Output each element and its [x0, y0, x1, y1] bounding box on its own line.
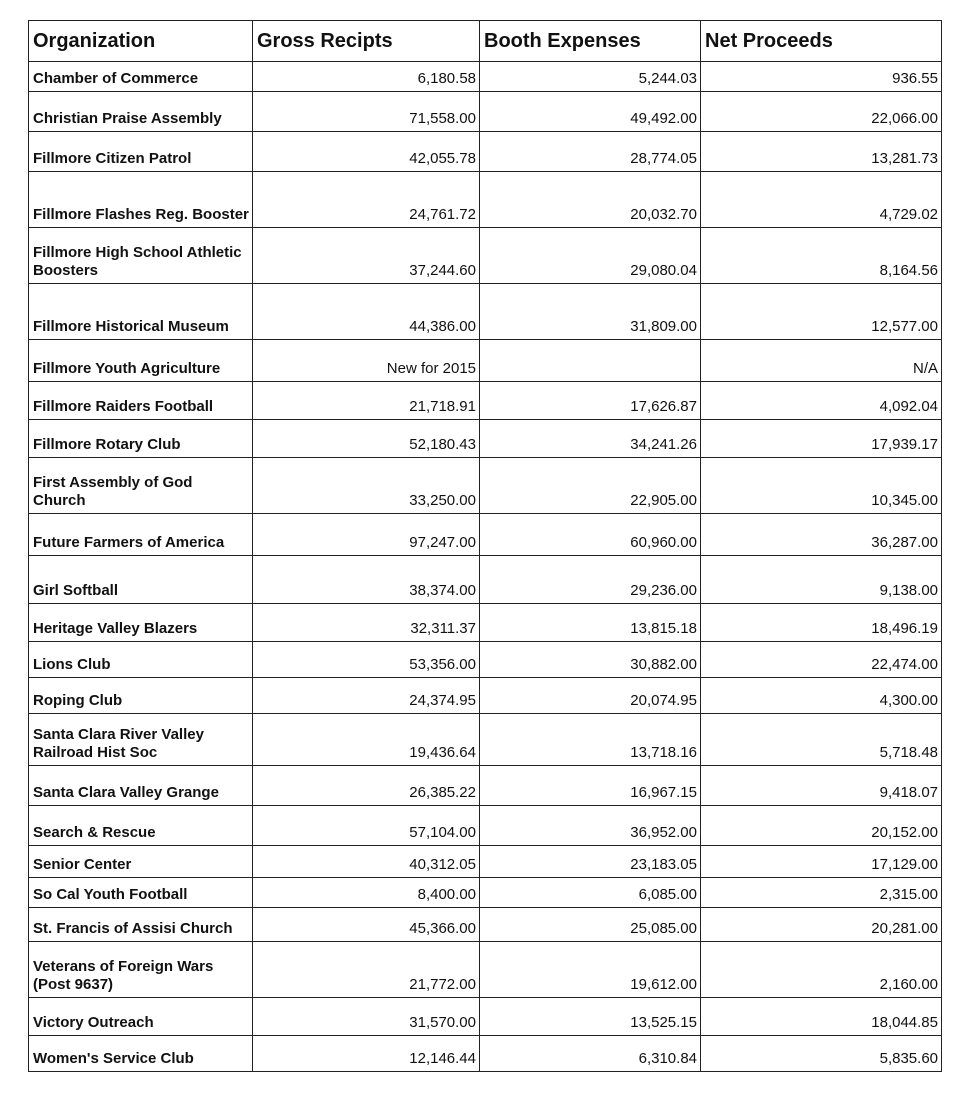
- table-row: [29, 604, 942, 642]
- cell-gross-receipts: 37,244.60: [253, 228, 480, 284]
- table-row: [29, 382, 942, 420]
- cell-gross-receipts: 24,761.72: [253, 172, 480, 228]
- cell-booth-expenses: 60,960.00: [480, 514, 701, 556]
- cell-net-proceeds: 18,044.85: [701, 998, 942, 1036]
- cell-net-proceeds: 4,300.00: [701, 678, 942, 714]
- cell-booth-expenses: 22,905.00: [480, 458, 701, 514]
- table-row: [29, 284, 942, 340]
- table-row: [29, 908, 942, 942]
- cell-gross-receipts: 24,374.95: [253, 678, 480, 714]
- table-row: [29, 556, 942, 604]
- header-booth-expenses: Booth Expenses: [480, 21, 701, 62]
- cell-booth-expenses: 13,525.15: [480, 998, 701, 1036]
- cell-organization: Fillmore High School Athletic Boosters: [29, 228, 253, 284]
- cell-organization: Chamber of Commerce: [29, 62, 253, 92]
- cell-organization: Fillmore Flashes Reg. Booster: [29, 172, 253, 228]
- cell-gross-receipts: 21,718.91: [253, 382, 480, 420]
- header-organization: Organization: [29, 21, 253, 62]
- cell-gross-receipts: 44,386.00: [253, 284, 480, 340]
- table-row: [29, 942, 942, 998]
- table-row: [29, 228, 942, 284]
- cell-booth-expenses: 19,612.00: [480, 942, 701, 998]
- table-row: [29, 766, 942, 806]
- cell-organization: Fillmore Historical Museum: [29, 284, 253, 340]
- cell-gross-receipts: 71,558.00: [253, 92, 480, 132]
- cell-organization: Future Farmers of America: [29, 514, 253, 556]
- table-row: [29, 92, 942, 132]
- table-body: [29, 62, 942, 1072]
- cell-organization: Women's Service Club: [29, 1036, 253, 1072]
- cell-net-proceeds: 20,281.00: [701, 908, 942, 942]
- cell-organization: Fillmore Raiders Football: [29, 382, 253, 420]
- cell-net-proceeds: 22,474.00: [701, 642, 942, 678]
- cell-gross-receipts: 21,772.00: [253, 942, 480, 998]
- cell-booth-expenses: 6,085.00: [480, 878, 701, 908]
- cell-organization: Fillmore Rotary Club: [29, 420, 253, 458]
- table-row: [29, 340, 942, 382]
- table-row: [29, 678, 942, 714]
- cell-net-proceeds: 18,496.19: [701, 604, 942, 642]
- cell-booth-expenses: [480, 340, 701, 382]
- cell-net-proceeds: N/A: [701, 340, 942, 382]
- cell-booth-expenses: 16,967.15: [480, 766, 701, 806]
- cell-net-proceeds: 2,160.00: [701, 942, 942, 998]
- cell-booth-expenses: 49,492.00: [480, 92, 701, 132]
- cell-net-proceeds: 10,345.00: [701, 458, 942, 514]
- cell-gross-receipts: 26,385.22: [253, 766, 480, 806]
- cell-net-proceeds: 9,138.00: [701, 556, 942, 604]
- cell-net-proceeds: 4,729.02: [701, 172, 942, 228]
- cell-net-proceeds: 5,835.60: [701, 1036, 942, 1072]
- header-gross-receipts: Gross Recipts: [253, 21, 480, 62]
- cell-gross-receipts: 53,356.00: [253, 642, 480, 678]
- cell-booth-expenses: 6,310.84: [480, 1036, 701, 1072]
- cell-booth-expenses: 28,774.05: [480, 132, 701, 172]
- cell-organization: So Cal Youth Football: [29, 878, 253, 908]
- table-row: [29, 642, 942, 678]
- cell-gross-receipts: 45,366.00: [253, 908, 480, 942]
- cell-booth-expenses: 5,244.03: [480, 62, 701, 92]
- cell-organization: Senior Center: [29, 846, 253, 878]
- cell-net-proceeds: 12,577.00: [701, 284, 942, 340]
- cell-net-proceeds: 936.55: [701, 62, 942, 92]
- cell-organization: Fillmore Youth Agriculture: [29, 340, 253, 382]
- cell-gross-receipts: 52,180.43: [253, 420, 480, 458]
- cell-organization: St. Francis of Assisi Church: [29, 908, 253, 942]
- table-row: [29, 714, 942, 766]
- cell-booth-expenses: 29,236.00: [480, 556, 701, 604]
- cell-net-proceeds: 8,164.56: [701, 228, 942, 284]
- table-row: [29, 846, 942, 878]
- cell-organization: Heritage Valley Blazers: [29, 604, 253, 642]
- cell-gross-receipts: 40,312.05: [253, 846, 480, 878]
- cell-booth-expenses: 29,080.04: [480, 228, 701, 284]
- cell-booth-expenses: 36,952.00: [480, 806, 701, 846]
- cell-net-proceeds: 20,152.00: [701, 806, 942, 846]
- cell-gross-receipts: 42,055.78: [253, 132, 480, 172]
- cell-net-proceeds: 2,315.00: [701, 878, 942, 908]
- header-row: [29, 21, 942, 62]
- cell-organization: Lions Club: [29, 642, 253, 678]
- cell-organization: Victory Outreach: [29, 998, 253, 1036]
- cell-booth-expenses: 13,718.16: [480, 714, 701, 766]
- table-row: [29, 420, 942, 458]
- cell-gross-receipts: New for 2015: [253, 340, 480, 382]
- cell-booth-expenses: 30,882.00: [480, 642, 701, 678]
- cell-booth-expenses: 20,074.95: [480, 678, 701, 714]
- cell-booth-expenses: 31,809.00: [480, 284, 701, 340]
- cell-gross-receipts: 57,104.00: [253, 806, 480, 846]
- cell-gross-receipts: 33,250.00: [253, 458, 480, 514]
- cell-organization: Search & Rescue: [29, 806, 253, 846]
- cell-net-proceeds: 17,129.00: [701, 846, 942, 878]
- cell-gross-receipts: 38,374.00: [253, 556, 480, 604]
- cell-net-proceeds: 9,418.07: [701, 766, 942, 806]
- cell-gross-receipts: 6,180.58: [253, 62, 480, 92]
- cell-booth-expenses: 13,815.18: [480, 604, 701, 642]
- table-row: [29, 998, 942, 1036]
- cell-organization: Santa Clara River Valley Railroad Hist Soc: [29, 714, 253, 766]
- cell-booth-expenses: 17,626.87: [480, 382, 701, 420]
- proceeds-table: [28, 20, 942, 1072]
- cell-net-proceeds: 17,939.17: [701, 420, 942, 458]
- table-row: [29, 878, 942, 908]
- header-net-proceeds: Net Proceeds: [701, 21, 942, 62]
- cell-booth-expenses: 20,032.70: [480, 172, 701, 228]
- cell-net-proceeds: 4,092.04: [701, 382, 942, 420]
- cell-net-proceeds: 5,718.48: [701, 714, 942, 766]
- table-row: [29, 172, 942, 228]
- cell-organization: Veterans of Foreign Wars (Post 9637): [29, 942, 253, 998]
- cell-gross-receipts: 97,247.00: [253, 514, 480, 556]
- table-row: [29, 806, 942, 846]
- cell-net-proceeds: 36,287.00: [701, 514, 942, 556]
- cell-gross-receipts: 12,146.44: [253, 1036, 480, 1072]
- cell-booth-expenses: 23,183.05: [480, 846, 701, 878]
- cell-gross-receipts: 31,570.00: [253, 998, 480, 1036]
- table-row: [29, 458, 942, 514]
- table-row: [29, 1036, 942, 1072]
- cell-gross-receipts: 19,436.64: [253, 714, 480, 766]
- cell-booth-expenses: 34,241.26: [480, 420, 701, 458]
- cell-organization: First Assembly of God Church: [29, 458, 253, 514]
- cell-net-proceeds: 22,066.00: [701, 92, 942, 132]
- cell-gross-receipts: 32,311.37: [253, 604, 480, 642]
- cell-gross-receipts: 8,400.00: [253, 878, 480, 908]
- cell-organization: Roping Club: [29, 678, 253, 714]
- cell-organization: Santa Clara Valley Grange: [29, 766, 253, 806]
- table-row: [29, 514, 942, 556]
- table-row: [29, 132, 942, 172]
- cell-net-proceeds: 13,281.73: [701, 132, 942, 172]
- table-row: [29, 62, 942, 92]
- cell-organization: Christian Praise Assembly: [29, 92, 253, 132]
- cell-organization: Girl Softball: [29, 556, 253, 604]
- cell-organization: Fillmore Citizen Patrol: [29, 132, 253, 172]
- cell-booth-expenses: 25,085.00: [480, 908, 701, 942]
